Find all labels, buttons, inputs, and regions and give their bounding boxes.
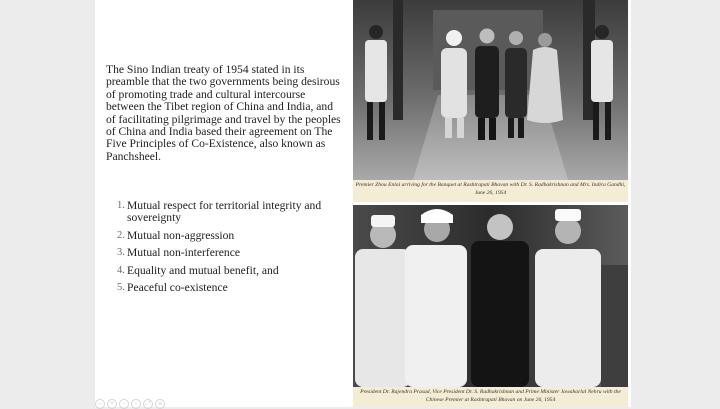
list-item xyxy=(103,282,343,294)
list-item xyxy=(103,200,343,225)
list-item xyxy=(103,265,343,277)
presentation-toolbar xyxy=(95,399,165,407)
list-text: Mutual respect for territorial integrity and sovereignty xyxy=(127,199,322,225)
list-item xyxy=(103,230,343,242)
list-number: 5. xyxy=(117,282,125,294)
list-number: 4. xyxy=(117,264,125,276)
menu-icon[interactable]: ≡ xyxy=(155,399,165,409)
top-photo-caption: Premier Zhou Enlai arriving for the Banquet at Rashtrapati Bhavan with Dr. S. Radhakrishnan and Mrs. Indira Gandhi, June 26, 1954 xyxy=(353,180,628,202)
fullscreen-icon[interactable]: ⤢ xyxy=(143,399,153,409)
zoom-in-icon[interactable]: + xyxy=(107,399,117,409)
list-item xyxy=(103,247,343,259)
list-number: 2. xyxy=(117,229,125,241)
leaders-group-photo xyxy=(353,205,628,387)
banquet-arrival-photo xyxy=(353,0,628,180)
list-text: Mutual non-interference xyxy=(127,246,240,260)
list-text: Equality and mutual benefit, and xyxy=(127,263,279,277)
list-number: 1. xyxy=(117,200,125,211)
five-principles-list xyxy=(103,200,343,299)
bottom-photo-caption: President Dr. Rajendra Prasad, Vice President Dr. S. Radhakrishnan and Prime Minister Jawaharlal Nehru with the Chinese Premier at Rashtrapati Bhavan on June 26, 1954 xyxy=(353,387,628,407)
treaty-paragraph: The Sino Indian treaty of 1954 stated in its preamble that the two governments being desirous of promoting trade and cultural intercourse between the Tibet region of China and India, and of facilitating pilgrimage and travel by the peoples of China and India based their agreement on The Five Principles of Co-Existence, also known as Panchsheel. xyxy=(106,63,341,163)
slide xyxy=(95,0,631,407)
zoom-out-icon[interactable]: − xyxy=(95,399,105,409)
list-text: Peaceful co-existence xyxy=(127,281,228,295)
list-text: Mutual non-aggression xyxy=(127,228,235,242)
previous-icon[interactable]: ‹ xyxy=(119,399,129,409)
list-number: 3. xyxy=(117,247,125,259)
next-icon[interactable]: › xyxy=(131,399,141,409)
